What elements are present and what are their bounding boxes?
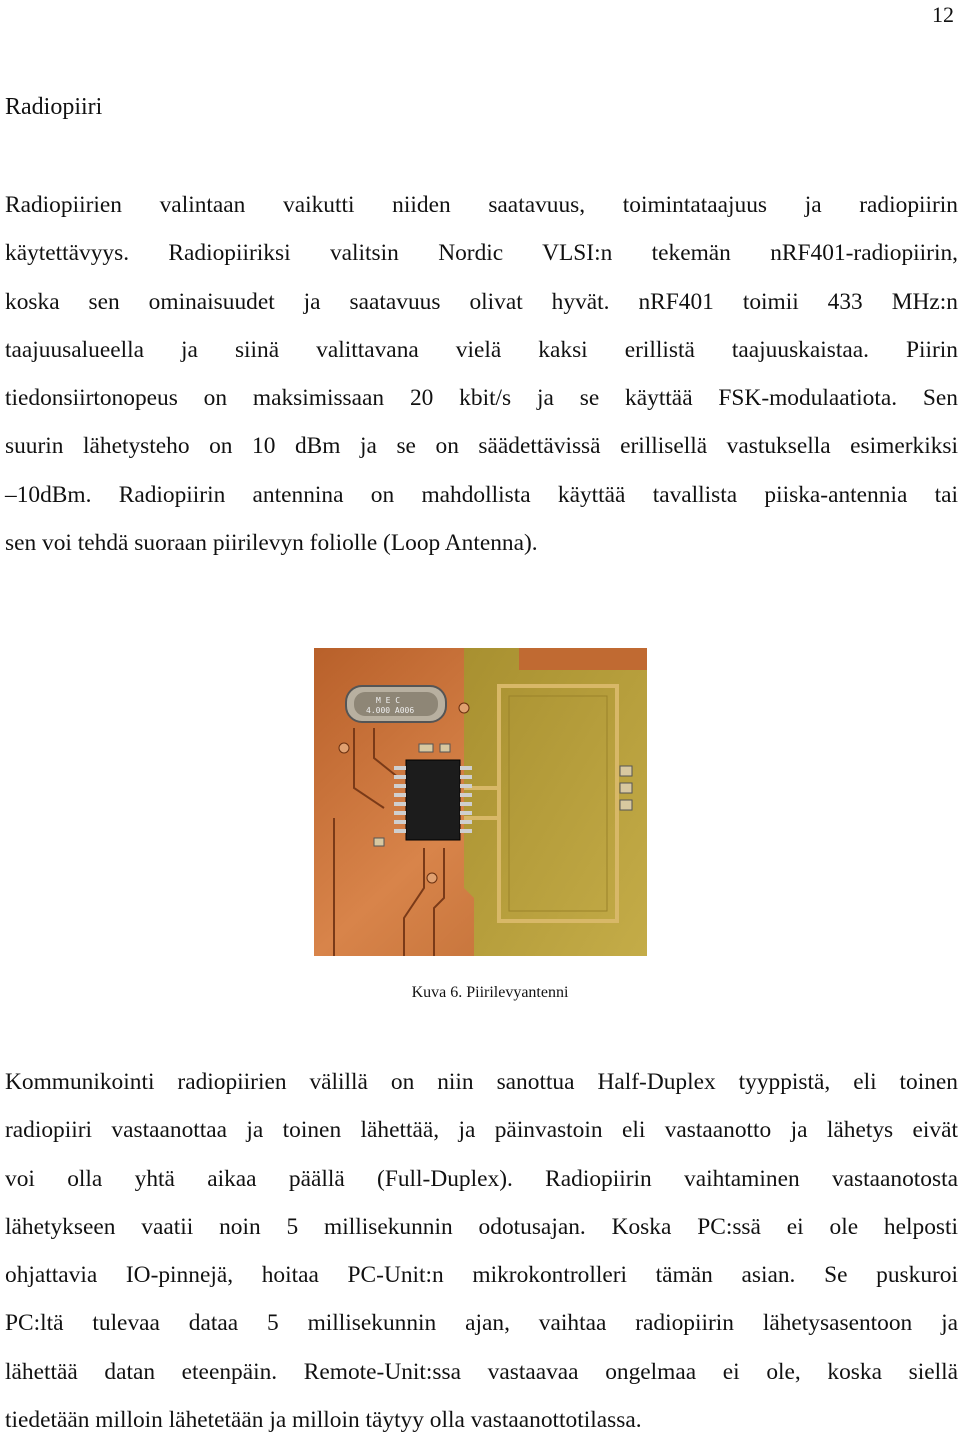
via-pad	[339, 743, 349, 753]
text-line: –10dBm. Radiopiirin antennina on mahdollista käyttää tavallista piiska-antennia tai	[5, 481, 958, 508]
pcb-antenna-illustration	[314, 648, 647, 956]
text-line: tiedonsiirtonopeus on maksimissaan 20 kbit/s ja se käyttää FSK-modulaatiota. Sen	[5, 385, 958, 412]
page-number: 12	[932, 2, 954, 27]
text-line: Kommunikointi radiopiirien välillä on niin sanottua Half-Duplex tyyppistä, eli toinen	[5, 1069, 958, 1095]
text-line: lähettää datan eteenpäin. Remote-Unit:ssa vastaavaa ongelmaa ei ole, koska siellä	[5, 1358, 958, 1385]
copper-strip	[519, 648, 647, 670]
text-line: koska sen ominaisuudet ja saatavuus olivat hyvät. nRF401 toimii 433 MHz:n	[5, 288, 958, 315]
pcb-antenna-photo	[314, 648, 647, 956]
text-line: tiedetään milloin lähetetään ja milloin täytyy olla vastaanottotilassa.	[5, 1407, 642, 1434]
smd-component	[440, 744, 450, 752]
paragraph-radio-selection	[5, 181, 958, 567]
crystal-label: 4.000 A006	[366, 706, 415, 715]
smd-component	[620, 766, 632, 776]
paragraph-half-duplex	[5, 1058, 958, 1444]
text-line: suurin lähetysteho on 10 dBm ja se on säädettävissä erillisellä vastuksella esimerkiksi	[5, 433, 958, 460]
text-line: Radiopiirien valintaan vaikutti niiden saatavuus, toimintataajuus ja radiopiirin	[5, 192, 958, 218]
text-line: PC:ltä tulevaa dataa 5 millisekunnin ajan, vaihtaa radiopiirin lähetysasentoon ja	[5, 1310, 958, 1337]
text-line: taajuusalueella ja siinä valittavana vielä kaksi erillistä taajuuskaistaa. Piirin	[5, 336, 958, 363]
text-line: lähetykseen vaatii noin 5 millisekunnin odotusajan. Koska PC:ssä ei ole helposti	[5, 1213, 958, 1240]
crystal-label: M E C	[376, 696, 401, 705]
via-pad	[459, 703, 469, 713]
text-line: ohjattavia IO-pinnejä, hoitaa PC-Unit:n mikrokontrolleri tämän asian. Se puskuroi	[5, 1262, 958, 1289]
figure-caption: Kuva 6. Piirilevyantenni	[411, 984, 569, 1001]
smd-component	[419, 744, 433, 752]
smd-component	[374, 838, 384, 846]
via-pad	[427, 873, 437, 883]
text-line: sen voi tehdä suoraan piirilevyn foliolle (Loop Antenna).	[5, 530, 538, 557]
text-line: käytettävyys. Radiopiiriksi valitsin Nordic VLSI:n tekemän nRF401-radiopiirin,	[5, 240, 958, 267]
text-line: radiopiiri vastaanottaa ja toinen lähettää, ja päinvastoin eli vastaanotto ja lähetys eivät	[5, 1117, 958, 1144]
smd-component	[620, 800, 632, 810]
smd-component	[620, 783, 632, 793]
text-line: voi olla yhtä aikaa päällä (Full-Duplex). Radiopiirin vaihtaminen vastaanotosta	[5, 1165, 958, 1192]
section-heading: Radiopiiri	[5, 94, 103, 120]
radio-chip	[406, 760, 460, 840]
